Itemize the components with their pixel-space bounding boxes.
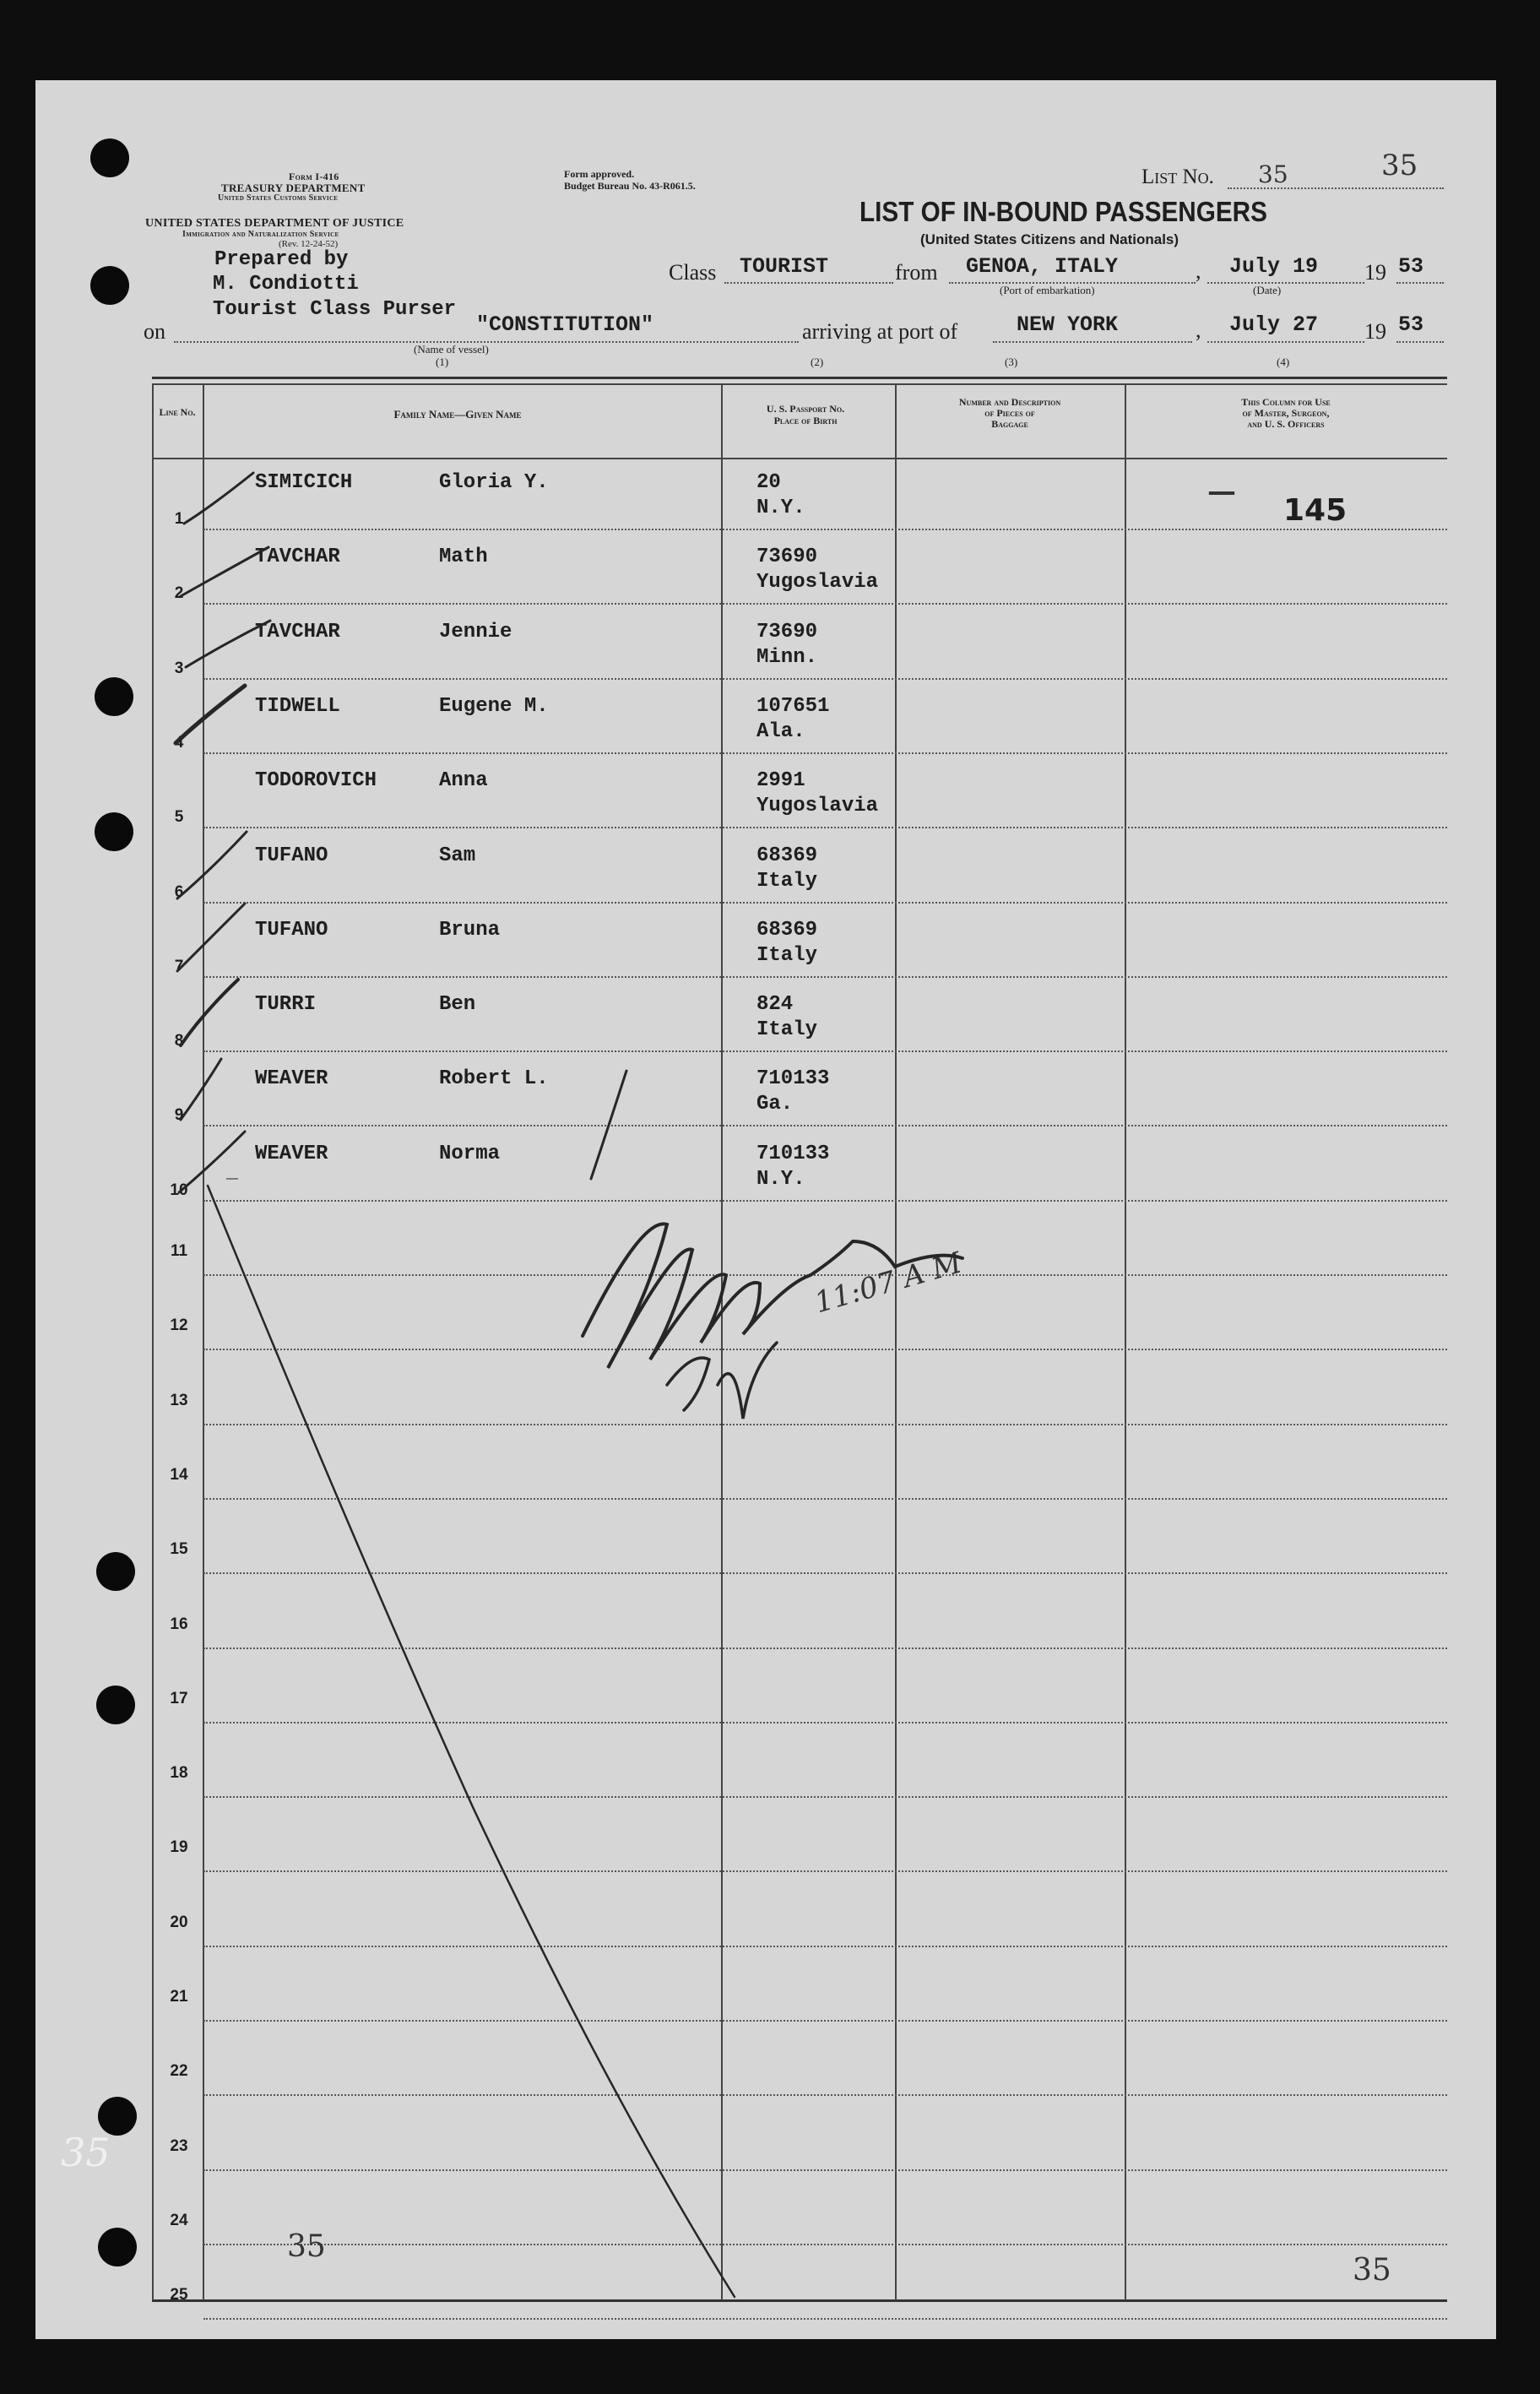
header-name: Family Name—Given Name — [393, 408, 522, 421]
line-number: 21 — [170, 1988, 188, 2006]
justice-dept: UNITED STATES DEPARTMENT OF JUSTICE — [145, 217, 404, 230]
ins-service: Immigration and Naturalization Service — [182, 230, 339, 239]
check-mark — [181, 1059, 221, 1120]
arriving-label: arriving at port of — [802, 319, 958, 344]
budget-bureau: Budget Bureau No. 43-R061.5. — [564, 180, 696, 192]
family-name: TIDWELL — [255, 694, 340, 718]
revision: (Rev. 12-24-52) — [279, 239, 339, 249]
line-number: 12 — [170, 1316, 188, 1335]
line-number: 17 — [170, 1689, 188, 1707]
treasury-dept: TREASURY DEPARTMENT — [221, 182, 366, 194]
family-name: TUFANO — [255, 844, 328, 867]
line-number: 25 — [170, 2286, 188, 2304]
preparer-title: Tourist Class Purser — [213, 298, 457, 321]
header-line-no: Line No. — [159, 406, 196, 418]
arrival-port: NEW YORK — [1017, 312, 1119, 337]
line-number: 7 — [174, 957, 184, 975]
arrival-date: July 27 — [1229, 312, 1319, 337]
line-number: 3 — [174, 659, 184, 677]
given-name: Eugene M. — [439, 694, 549, 718]
line-number: 24 — [170, 2211, 188, 2229]
header-officers-3: and U. S. Officers — [1247, 418, 1325, 430]
passport-number: 107651 — [756, 694, 830, 718]
passport-number: 73690 — [756, 620, 818, 643]
family-name: WEAVER — [255, 1067, 328, 1091]
line-number: 14 — [170, 1465, 188, 1484]
given-name: Math — [439, 546, 488, 569]
family-name: TURRI — [255, 993, 317, 1017]
class-value: TOURIST — [740, 254, 829, 279]
check-mark — [184, 473, 253, 524]
embark-caption: (Port of embarkation) — [1000, 284, 1095, 296]
form-approved: Form approved. — [564, 168, 635, 180]
line-number: 23 — [170, 2136, 188, 2155]
vessel-caption: (Name of vessel) — [414, 343, 489, 356]
margin-number: 35 — [61, 2130, 111, 2175]
given-name: Anna — [439, 769, 488, 793]
line-number: 4 — [174, 733, 184, 752]
col-caption-4: (4) — [1277, 356, 1290, 368]
given-name: Robert L. — [439, 1067, 549, 1091]
comma: , — [1196, 318, 1201, 342]
line-number: 1 — [174, 510, 184, 528]
row10-dash: _ — [226, 1152, 238, 1180]
on-label: on — [144, 319, 165, 344]
passport-number: 73690 — [756, 546, 818, 569]
check-mark — [177, 832, 247, 898]
bottom-right-number: 35 — [1353, 2253, 1391, 2288]
line-number: 8 — [174, 1032, 184, 1050]
bottom-left-number: 35 — [287, 2229, 326, 2264]
place-of-birth: Yugoslavia — [756, 571, 879, 594]
header-officers-1: This Column for Use — [1241, 396, 1331, 408]
header-baggage-3: Baggage — [991, 418, 1028, 430]
line-number: 15 — [170, 1540, 188, 1559]
check-mark — [181, 547, 268, 596]
line-number: 2 — [174, 584, 184, 603]
passport-number: 68369 — [756, 918, 818, 942]
given-name: Jennie — [439, 620, 512, 643]
passenger-count: 145 — [1283, 493, 1348, 528]
header-baggage-1: Number and Description — [958, 396, 1061, 408]
place-of-birth: Italy — [756, 869, 818, 893]
passport-number: 2991 — [756, 769, 805, 793]
year-prefix: 19 — [1364, 260, 1386, 285]
list-no-handwritten: 35 — [1381, 149, 1418, 182]
place-of-birth: N.Y. — [756, 497, 805, 519]
family-name: SIMICICH — [255, 471, 353, 494]
depart-year: 53 — [1398, 254, 1424, 279]
place-of-birth: N.Y. — [756, 1167, 805, 1191]
depart-date: July 19 — [1229, 254, 1319, 279]
family-name: WEAVER — [255, 1142, 328, 1165]
place-of-birth: Ga. — [756, 1093, 794, 1116]
vessel-name: "CONSTITUTION" — [476, 312, 654, 337]
col-caption-2: (2) — [811, 356, 824, 368]
line-number: 18 — [170, 1764, 188, 1783]
time-stamp: 11:07 A M — [811, 1246, 966, 1321]
page-title: LIST OF IN-BOUND PASSENGERS — [859, 196, 1267, 227]
family-name: TUFANO — [255, 918, 328, 942]
form-number: Form I-416 — [289, 171, 339, 182]
col-caption-3: (3) — [1005, 356, 1018, 368]
line-number: 9 — [174, 1106, 184, 1125]
passport-number: 68369 — [756, 844, 818, 867]
place-of-birth: Minn. — [756, 645, 818, 669]
line-number: 13 — [170, 1391, 188, 1409]
passport-number: 710133 — [756, 1142, 830, 1165]
header-passport: U. S. Passport No. — [766, 403, 845, 415]
family-name: TAVCHAR — [255, 546, 340, 569]
header-baggage-2: of Pieces of — [984, 407, 1035, 419]
check-mark — [181, 980, 238, 1045]
arrival-year: 53 — [1398, 312, 1424, 337]
line-number: 11 — [170, 1242, 188, 1260]
place-of-birth: Yugoslavia — [756, 795, 879, 818]
line-number: 5 — [174, 808, 184, 827]
given-name: Sam — [439, 844, 476, 867]
check-mark — [177, 904, 245, 971]
page-subtitle: (United States Citizens and Nationals) — [920, 231, 1179, 247]
line-number: 19 — [170, 1838, 188, 1857]
list-no-label: List No. — [1141, 166, 1214, 188]
check-mark — [176, 686, 245, 743]
line-number: 16 — [170, 1615, 188, 1633]
header-officers-2: of Master, Surgeon, — [1242, 407, 1330, 419]
line-number: 6 — [174, 882, 184, 901]
check-mark — [186, 621, 270, 667]
passport-number: 20 — [756, 471, 781, 494]
given-name: Gloria Y. — [439, 471, 549, 494]
embark-port: GENOA, ITALY — [966, 254, 1119, 279]
header-birth: Place of Birth — [773, 415, 838, 426]
passport-number: 824 — [756, 993, 794, 1017]
from-label: from — [895, 260, 938, 285]
class-label: Class — [669, 260, 717, 285]
date-caption: (Date) — [1253, 284, 1282, 296]
given-name: Ben — [439, 993, 476, 1017]
place-of-birth: Italy — [756, 1018, 818, 1042]
prepared-by: Prepared by — [214, 248, 349, 271]
comma: , — [1196, 258, 1201, 283]
year-prefix-2: 19 — [1364, 319, 1386, 344]
customs-service: United States Customs Service — [218, 193, 339, 203]
signature-initials — [667, 1343, 777, 1419]
col-caption-1: (1) — [436, 356, 449, 368]
robert-mark — [591, 1071, 626, 1179]
officer-dash: — — [1207, 475, 1236, 508]
given-name: Norma — [439, 1142, 501, 1165]
line-number: 22 — [170, 2062, 188, 2081]
family-name: TAVCHAR — [255, 620, 340, 643]
given-name: Bruna — [439, 918, 501, 942]
passport-number: 710133 — [756, 1067, 830, 1091]
check-mark — [179, 1132, 245, 1192]
preparer-name: M. Condiotti — [213, 273, 359, 296]
list-no-value: 35 — [1258, 160, 1288, 188]
line-number: 20 — [170, 1913, 188, 1931]
line-number: 10 — [170, 1181, 188, 1199]
family-name: TODOROVICH — [255, 769, 377, 793]
place-of-birth: Ala. — [756, 719, 805, 743]
place-of-birth: Italy — [756, 943, 818, 967]
